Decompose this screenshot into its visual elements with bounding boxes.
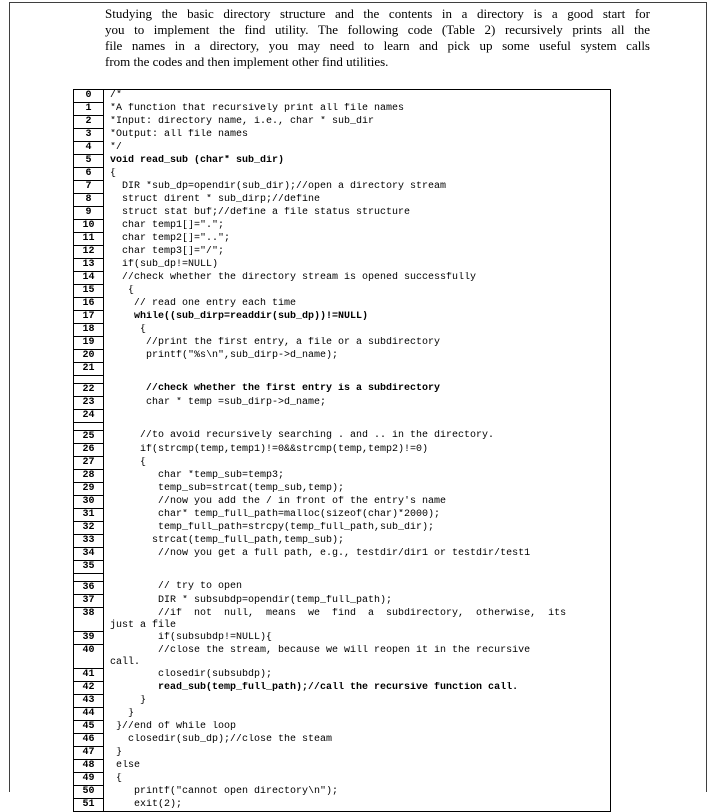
line-number-cell: 4 bbox=[74, 142, 104, 155]
code-cell bbox=[104, 410, 610, 423]
line-number-cell: 51 bbox=[74, 799, 104, 811]
code-cell bbox=[104, 363, 610, 376]
line-number-cell: 50 bbox=[74, 786, 104, 799]
code-cell bbox=[104, 535, 610, 548]
code-cell bbox=[104, 799, 610, 811]
line-number-cell: 47 bbox=[74, 747, 104, 760]
code-cell bbox=[104, 324, 610, 337]
line-number-cell: 33 bbox=[74, 535, 104, 548]
table-spacer-row bbox=[74, 574, 610, 581]
line-number-cell: 30 bbox=[74, 496, 104, 509]
table-row bbox=[74, 397, 610, 410]
line-number-cell: 1 bbox=[74, 103, 104, 116]
line-number-cell: 42 bbox=[74, 682, 104, 695]
line-number-cell: 0 bbox=[74, 90, 104, 103]
table-row bbox=[74, 285, 610, 298]
line-number-cell: 21 bbox=[74, 363, 104, 376]
code-line bbox=[110, 410, 610, 422]
code-cell bbox=[104, 682, 610, 695]
code-line: char * temp =sub_dirp->d_name; bbox=[110, 397, 327, 408]
table-row bbox=[74, 548, 610, 561]
table-row bbox=[74, 535, 610, 548]
intro-paragraph bbox=[105, 6, 650, 70]
table-row bbox=[74, 509, 610, 522]
code-cell bbox=[104, 181, 610, 194]
table-row bbox=[74, 747, 610, 760]
intro-paragraph-line: from the codes and then implement other find utilities. bbox=[105, 54, 389, 69]
table-spacer-row bbox=[74, 376, 610, 383]
code-line: { bbox=[110, 773, 123, 784]
code-line: // try to open bbox=[110, 581, 243, 592]
line-number-cell: 38 bbox=[74, 608, 104, 632]
line-number-cell: 15 bbox=[74, 285, 104, 298]
code-line: *Output: all file names bbox=[110, 129, 249, 140]
code-line: *Input: directory name, i.e., char * sub_dir bbox=[110, 116, 375, 127]
code-cell bbox=[104, 220, 610, 233]
code-cell bbox=[104, 734, 610, 747]
code-line: */ bbox=[110, 142, 123, 153]
code-line: // read one entry each time bbox=[110, 298, 297, 309]
intro-paragraph-line: you to implement the find utility. The following code (Table 2) recursively prints all the bbox=[105, 22, 650, 37]
code-line: void read_sub (char* sub_dir) bbox=[110, 155, 285, 166]
code-line: { bbox=[110, 168, 117, 179]
table-row bbox=[74, 142, 610, 155]
code-line bbox=[110, 561, 610, 573]
code-line: while((sub_dirp=readdir(sub_dp))!=NULL) bbox=[110, 311, 369, 322]
table-row bbox=[74, 337, 610, 350]
code-cell bbox=[104, 337, 610, 350]
code-line: //if not null, means we find a subdirectory, otherwise, its bbox=[110, 608, 567, 619]
line-number-cell: 6 bbox=[74, 168, 104, 181]
line-number-cell: 32 bbox=[74, 522, 104, 535]
line-number-cell: 31 bbox=[74, 509, 104, 522]
line-number-cell: 11 bbox=[74, 233, 104, 246]
table-row bbox=[74, 181, 610, 194]
table-row bbox=[74, 734, 610, 747]
code-line: { bbox=[110, 324, 147, 335]
code-line: char temp2[]=".."; bbox=[110, 233, 231, 244]
code-line: else bbox=[110, 760, 141, 771]
code-line: //check whether the first entry is a subdirectory bbox=[110, 383, 441, 394]
code-line: printf("cannot open directory\n"); bbox=[110, 786, 339, 797]
line-number-cell: 20 bbox=[74, 350, 104, 363]
table-row bbox=[74, 350, 610, 363]
line-number-cell: 25 bbox=[74, 430, 104, 444]
table-row bbox=[74, 496, 610, 509]
code-cell bbox=[104, 129, 610, 142]
table-row bbox=[74, 272, 610, 285]
line-number-cell: 8 bbox=[74, 194, 104, 207]
line-number-cell bbox=[74, 423, 104, 430]
table-row bbox=[74, 721, 610, 734]
code-line: char temp1[]="."; bbox=[110, 220, 225, 231]
code-cell bbox=[104, 581, 610, 595]
code-line: temp_full_path=strcpy(temp_full_path,sub_dir); bbox=[110, 522, 435, 533]
code-cell bbox=[104, 608, 610, 632]
code-cell bbox=[104, 595, 610, 608]
line-number-cell: 46 bbox=[74, 734, 104, 747]
code-table bbox=[73, 89, 611, 812]
code-cell bbox=[104, 509, 610, 522]
code-line: if(strcmp(temp,temp1)!=0&&strcmp(temp,temp2)!=0) bbox=[110, 444, 429, 455]
code-cell bbox=[104, 116, 610, 129]
code-line: /* bbox=[110, 90, 123, 101]
code-line: //now you get a full path, e.g., testdir/dir1 or testdir/test1 bbox=[110, 548, 531, 559]
line-number-cell: 16 bbox=[74, 298, 104, 311]
line-number-cell: 27 bbox=[74, 457, 104, 470]
table-row bbox=[74, 259, 610, 272]
code-line: //print the first entry, a file or a subdirectory bbox=[110, 337, 441, 348]
table-row bbox=[74, 194, 610, 207]
code-cell bbox=[104, 383, 610, 397]
code-cell bbox=[104, 103, 610, 116]
code-line-wrap: call. bbox=[110, 657, 141, 668]
code-cell bbox=[104, 207, 610, 220]
code-line: } bbox=[110, 695, 147, 706]
code-cell bbox=[104, 773, 610, 786]
code-line: if(sub_dp!=NULL) bbox=[110, 259, 219, 270]
code-cell bbox=[104, 548, 610, 561]
table-row bbox=[74, 682, 610, 695]
table-row bbox=[74, 383, 610, 397]
code-line: } bbox=[110, 747, 123, 758]
line-number-cell: 5 bbox=[74, 155, 104, 168]
code-cell bbox=[104, 90, 610, 103]
code-line: strcat(temp_full_path,temp_sub); bbox=[110, 535, 345, 546]
line-number-cell: 3 bbox=[74, 129, 104, 142]
line-number-cell: 48 bbox=[74, 760, 104, 773]
table-row bbox=[74, 116, 610, 129]
code-cell bbox=[104, 397, 610, 410]
code-line: closedir(sub_dp);//close the steam bbox=[110, 734, 333, 745]
table-row bbox=[74, 581, 610, 595]
table-row bbox=[74, 669, 610, 682]
code-cell bbox=[104, 430, 610, 444]
table-row bbox=[74, 246, 610, 259]
code-cell bbox=[104, 272, 610, 285]
code-line: struct dirent * sub_dirp;//define bbox=[110, 194, 321, 205]
code-cell bbox=[104, 311, 610, 324]
table-row bbox=[74, 695, 610, 708]
code-line: if(subsubdp!=NULL){ bbox=[110, 632, 273, 643]
table-row bbox=[74, 430, 610, 444]
code-cell bbox=[104, 376, 610, 383]
line-number-cell: 29 bbox=[74, 483, 104, 496]
line-number-cell: 26 bbox=[74, 444, 104, 457]
table-row bbox=[74, 363, 610, 376]
code-cell bbox=[104, 457, 610, 470]
code-line: read_sub(temp_full_path);//call the recursive function call. bbox=[110, 682, 519, 693]
code-cell bbox=[104, 423, 610, 430]
table-row bbox=[74, 168, 610, 181]
code-line: closedir(subsubdp); bbox=[110, 669, 273, 680]
code-cell bbox=[104, 522, 610, 535]
code-cell bbox=[104, 194, 610, 207]
code-line: //now you add the / in front of the entry's name bbox=[110, 496, 447, 507]
code-line-wrap: just a file bbox=[110, 620, 177, 631]
code-line: { bbox=[110, 457, 147, 468]
code-cell bbox=[104, 669, 610, 682]
table-row bbox=[74, 324, 610, 337]
table-row bbox=[74, 444, 610, 457]
code-cell bbox=[104, 483, 610, 496]
code-line: //to avoid recursively searching . and .. in the directory. bbox=[110, 430, 495, 441]
code-line: char* temp_full_path=malloc(sizeof(char)*2000); bbox=[110, 509, 441, 520]
table-row bbox=[74, 786, 610, 799]
table-row bbox=[74, 311, 610, 324]
table-row bbox=[74, 103, 610, 116]
line-number-cell: 23 bbox=[74, 397, 104, 410]
table-row bbox=[74, 410, 610, 423]
code-line: //check whether the directory stream is opened successfully bbox=[110, 272, 477, 283]
code-cell bbox=[104, 470, 610, 483]
code-line: DIR * subsubdp=opendir(temp_full_path); bbox=[110, 595, 393, 606]
table-row bbox=[74, 561, 610, 574]
table-row bbox=[74, 608, 610, 632]
code-cell bbox=[104, 246, 610, 259]
code-cell bbox=[104, 747, 610, 760]
line-number-cell: 41 bbox=[74, 669, 104, 682]
code-cell bbox=[104, 259, 610, 272]
table-row bbox=[74, 470, 610, 483]
table-row bbox=[74, 207, 610, 220]
line-number-cell: 45 bbox=[74, 721, 104, 734]
code-line bbox=[110, 363, 610, 375]
line-number-cell: 43 bbox=[74, 695, 104, 708]
line-number-cell: 18 bbox=[74, 324, 104, 337]
code-line: printf("%s\n",sub_dirp->d_name); bbox=[110, 350, 339, 361]
table-row bbox=[74, 595, 610, 608]
intro-paragraph-line: file names in a directory, you may need to learn and pick up some useful system calls bbox=[105, 38, 650, 53]
line-number-cell: 9 bbox=[74, 207, 104, 220]
code-line: }//end of while loop bbox=[110, 721, 237, 732]
table-row bbox=[74, 483, 610, 496]
line-number-cell: 28 bbox=[74, 470, 104, 483]
line-number-cell: 19 bbox=[74, 337, 104, 350]
code-line: { bbox=[110, 285, 135, 296]
code-cell bbox=[104, 561, 610, 574]
code-cell bbox=[104, 142, 610, 155]
table-row bbox=[74, 799, 610, 811]
table-row bbox=[74, 90, 610, 103]
code-cell bbox=[104, 786, 610, 799]
code-cell bbox=[104, 444, 610, 457]
table-row bbox=[74, 522, 610, 535]
code-cell bbox=[104, 168, 610, 181]
table-row bbox=[74, 298, 610, 311]
code-cell bbox=[104, 645, 610, 669]
line-number-cell: 2 bbox=[74, 116, 104, 129]
line-number-cell: 35 bbox=[74, 561, 104, 574]
code-line: temp_sub=strcat(temp_sub,temp); bbox=[110, 483, 345, 494]
code-cell bbox=[104, 155, 610, 168]
code-cell bbox=[104, 233, 610, 246]
code-line: exit(2); bbox=[110, 799, 183, 810]
line-number-cell: 37 bbox=[74, 595, 104, 608]
code-line: *A function that recursively print all file names bbox=[110, 103, 405, 114]
line-number-cell: 34 bbox=[74, 548, 104, 561]
table-row bbox=[74, 233, 610, 246]
line-number-cell bbox=[74, 574, 104, 581]
code-line: char temp3[]="/"; bbox=[110, 246, 225, 257]
line-number-cell: 12 bbox=[74, 246, 104, 259]
table-row bbox=[74, 457, 610, 470]
table-row bbox=[74, 220, 610, 233]
table-row bbox=[74, 708, 610, 721]
table-row bbox=[74, 645, 610, 669]
code-line: //close the stream, because we will reopen it in the recursive bbox=[110, 645, 531, 656]
line-number-cell bbox=[74, 376, 104, 383]
intro-paragraph-line: Studying the basic directory structure and the contents in a directory is a good start for bbox=[105, 6, 650, 21]
code-line: struct stat buf;//define a file status structure bbox=[110, 207, 411, 218]
code-line: char *temp_sub=temp3; bbox=[110, 470, 285, 481]
code-cell bbox=[104, 632, 610, 645]
code-cell bbox=[104, 350, 610, 363]
code-cell bbox=[104, 574, 610, 581]
code-cell bbox=[104, 695, 610, 708]
code-cell bbox=[104, 708, 610, 721]
code-line: } bbox=[110, 708, 135, 719]
line-number-cell: 7 bbox=[74, 181, 104, 194]
table-row bbox=[74, 632, 610, 645]
line-number-cell: 49 bbox=[74, 773, 104, 786]
line-number-cell: 44 bbox=[74, 708, 104, 721]
line-number-cell: 13 bbox=[74, 259, 104, 272]
line-number-cell: 17 bbox=[74, 311, 104, 324]
table-spacer-row bbox=[74, 423, 610, 430]
line-number-cell: 10 bbox=[74, 220, 104, 233]
code-cell bbox=[104, 285, 610, 298]
line-number-cell: 36 bbox=[74, 581, 104, 595]
line-number-cell: 24 bbox=[74, 410, 104, 423]
line-number-cell: 14 bbox=[74, 272, 104, 285]
code-line: DIR *sub_dp=opendir(sub_dir);//open a directory stream bbox=[110, 181, 447, 192]
line-number-cell: 22 bbox=[74, 383, 104, 397]
code-cell bbox=[104, 496, 610, 509]
code-cell bbox=[104, 298, 610, 311]
line-number-cell: 40 bbox=[74, 645, 104, 669]
code-cell bbox=[104, 721, 610, 734]
table-row bbox=[74, 155, 610, 168]
line-number-cell: 39 bbox=[74, 632, 104, 645]
table-row bbox=[74, 773, 610, 786]
table-row bbox=[74, 129, 610, 142]
